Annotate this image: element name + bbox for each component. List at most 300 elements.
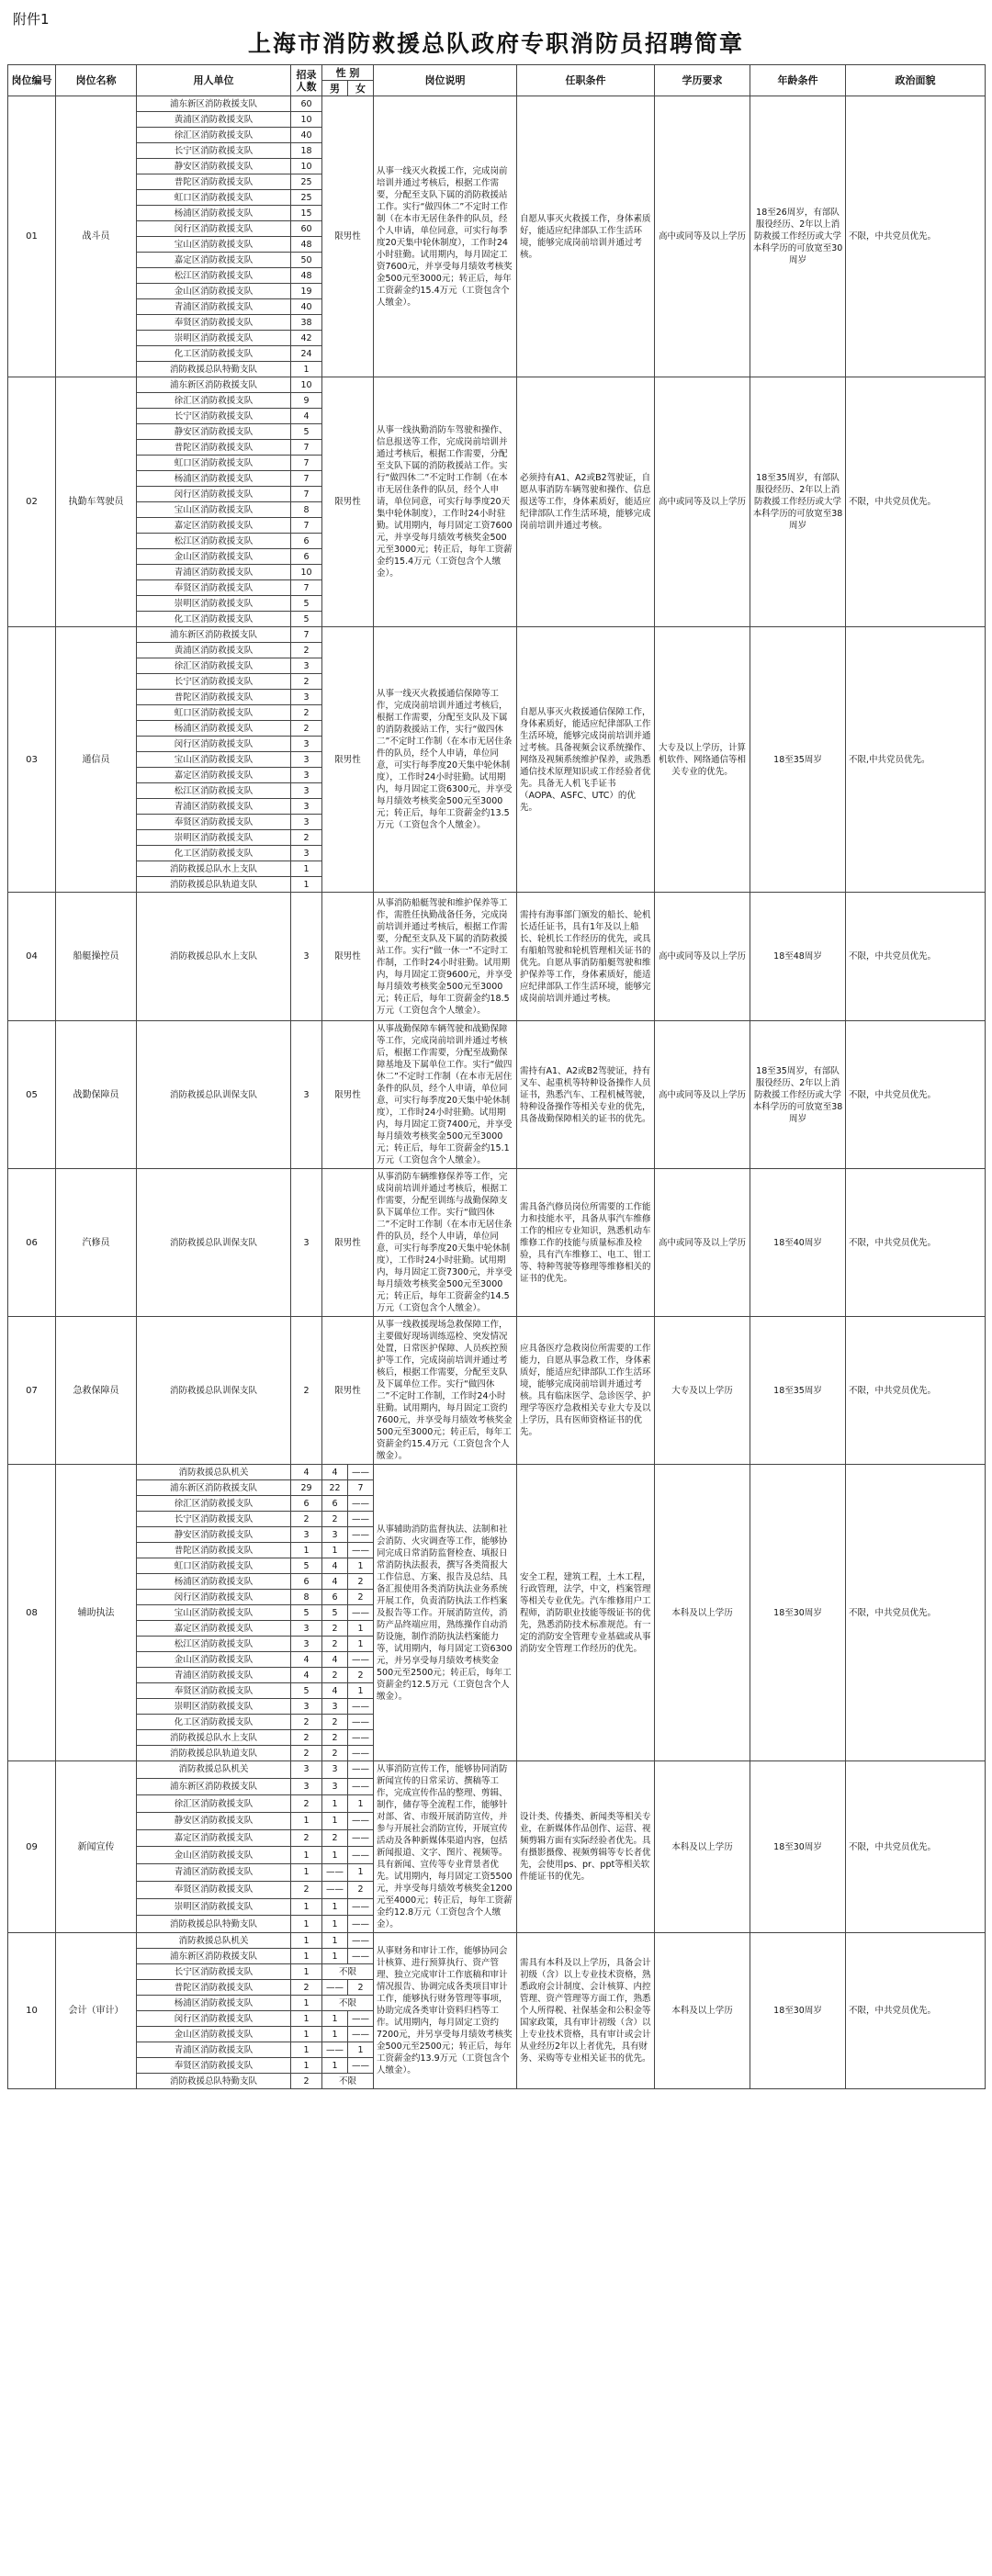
hire-count: 6 [291, 534, 322, 549]
employer-unit: 普陀区消防救援支队 [137, 174, 291, 190]
position-description: 从事消防宣传工作，能够协同消防新闻宣传的日常采访、撰稿等工作，完成宣传作品的整理、剪辑、制作，储存等全流程工作，能够针对部、省、市级开展消防宣传，并参与开展社会消防宣传，开展宣传活动及各种新媒体渠道内容，包括新闻报道、文字、图片、视频等。具有新闻、宣传等专业背景者优先。试用期内，每月固定工资5500元，并享受每月绩效考核奖金1200元至4000元；转正后，每年工资薪金约12.8万元（工资包含个人缴金）。 [374, 1761, 517, 1933]
hire-count: 3 [291, 737, 322, 752]
attachment-label: 附件1 [13, 11, 50, 28]
female-count: 1 [348, 1637, 374, 1652]
hire-count: 6 [291, 1574, 322, 1590]
employer-unit: 闵行区消防救援支队 [137, 2011, 291, 2027]
header-male: 男 [322, 81, 348, 96]
hire-count: 1 [291, 1916, 322, 1933]
employer-unit: 杨浦区消防救援支队 [137, 206, 291, 221]
employer-unit: 消防救援总队特勤支队 [137, 362, 291, 377]
male-count: 3 [322, 1761, 348, 1779]
male-count: —— [322, 1864, 348, 1882]
education-requirement: 高中或同等及以上学历 [655, 1169, 750, 1317]
age-requirement: 18至48周岁 [750, 893, 846, 1021]
header-code: 岗位编号 [8, 65, 56, 96]
employer-unit: 嘉定区消防救援支队 [137, 1621, 291, 1637]
female-count: —— [348, 2011, 374, 2027]
page-title: 上海市消防救援总队政府专职消防员招聘简章 [247, 30, 744, 57]
header-name: 岗位名称 [56, 65, 137, 96]
female-count: —— [348, 1847, 374, 1864]
hire-count: 3 [291, 1761, 322, 1779]
male-count: 1 [322, 1847, 348, 1864]
hire-count: 2 [291, 1317, 322, 1465]
position-code: 06 [8, 1169, 56, 1317]
employer-unit: 金山区消防救援支队 [137, 1652, 291, 1668]
employer-unit: 浦东新区消防救援支队 [137, 377, 291, 393]
age-requirement: 18至30周岁 [750, 1933, 846, 2089]
hire-count: 2 [291, 1715, 322, 1730]
employer-unit: 奉贤区消防救援支队 [137, 815, 291, 830]
employer-unit: 崇明区消防救援支队 [137, 830, 291, 846]
gender-requirement: 限男性 [322, 893, 374, 1021]
female-count: —— [348, 1543, 374, 1558]
female-count: 1 [348, 1864, 374, 1882]
job-requirements: 需持有海事部门颁发的船长、轮机长适任证书，具有1年及以上船长、轮机长工作经历的优先，或具有船舶驾驶和轮机管理相关证书的优先。自愿从事消防船艇驾驶和维护保养等工作，身体素质好，能适应纪律部队工作生活环境，能够完成岗前培训并通过考核。 [517, 893, 655, 1021]
male-count: 2 [322, 1829, 348, 1847]
employer-unit: 徐汇区消防救援支队 [137, 393, 291, 409]
hire-count: 7 [291, 471, 322, 487]
employer-unit: 青浦区消防救援支队 [137, 299, 291, 315]
position-description: 从事一线灭火救援工作，完成岗前培训并通过考核后，根据工作需要，分配至支队下属的消防救援站工作。实行“做四休二”不定时工作制（在本市无居住条件的队员，经个人申请，单位同意，可实行每季度20天集中轮休制度），工作时24小时驻勤。试用期内，每月固定工资7600元，并享受每月绩效考核奖金500元至3000元；转正后，每年工资薪金约15.4万元（工资包含个人缴金）。 [374, 96, 517, 377]
employer-unit: 普陀区消防救援支队 [137, 1543, 291, 1558]
political-status: 不限,中共党员优先。 [846, 627, 986, 893]
employer-unit: 徐汇区消防救援支队 [137, 658, 291, 674]
employer-unit: 浦东新区消防救援支队 [137, 1778, 291, 1795]
employer-unit: 金山区消防救援支队 [137, 284, 291, 299]
table-row [8, 96, 986, 112]
position-code: 03 [8, 627, 56, 893]
hire-count: 3 [291, 690, 322, 705]
employer-unit: 普陀区消防救援支队 [137, 440, 291, 456]
hire-count: 3 [291, 815, 322, 830]
male-count: —— [322, 1881, 348, 1898]
job-requirements: 设计类、传播类、新闻类等相关专业，在新媒体作品创作、运营、视频剪辑方面有实际经验者优先。具有摄影摄像、视频剪辑等专长者优先，会使用ps、pr、ppt等相关软件能证书的优先。 [517, 1761, 655, 1933]
hire-count: 48 [291, 268, 322, 284]
employer-unit: 杨浦区消防救援支队 [137, 721, 291, 737]
male-count: 2 [322, 1668, 348, 1683]
table-body [8, 96, 986, 2089]
political-status: 不限，中共党员优先。 [846, 377, 986, 627]
political-status: 不限，中共党员优先。 [846, 1169, 986, 1317]
hire-count: 1 [291, 1813, 322, 1830]
employer-unit: 宝山区消防救援支队 [137, 502, 291, 518]
female-count: —— [348, 1605, 374, 1621]
position-name: 通信员 [56, 627, 137, 893]
male-count: 5 [322, 1605, 348, 1621]
male-count: 1 [322, 2011, 348, 2027]
employer-unit: 消防救援总队特勤支队 [137, 1916, 291, 1933]
employer-unit: 化工区消防救援支队 [137, 1715, 291, 1730]
hire-count: 18 [291, 143, 322, 159]
hire-count: 7 [291, 456, 322, 471]
male-count: 6 [322, 1590, 348, 1605]
position-description: 从事辅助消防监督执法、法制和社会消防、火灾调查等工作，能够协同完成日常消防监督检查、填报日常消防执法报表，撰写各类简报大工作信息、方案、报告及总结、具备汇报使用各类消防执法业务系统开展工作，负责消防执法工作档案及报告等工作。开展消防宣传，消防产品终端应用，熟练操作自动消防设施，制作消防执法档案能力等，试用期内，每月固定工资6300元，并另享受每月绩效考核奖金500元至2500元；转正后，每年工资薪金约12.5万元（工资包含个人缴金）。 [374, 1465, 517, 1761]
male-count: 3 [322, 1527, 348, 1543]
table-row [8, 893, 986, 1021]
male-count: 4 [322, 1465, 348, 1480]
employer-unit: 松江区消防救援支队 [137, 534, 291, 549]
hire-count: 7 [291, 440, 322, 456]
hire-count: 3 [291, 1169, 322, 1317]
hire-count: 2 [291, 1829, 322, 1847]
age-requirement: 18至35周岁，有部队服役经历、2年以上消防救援工作经历或大学本科学历的可放宽至38周岁 [750, 377, 846, 627]
employer-unit: 消防救援总队训保支队 [137, 1169, 291, 1317]
male-count: 3 [322, 1778, 348, 1795]
hire-count: 1 [291, 2042, 322, 2058]
age-requirement: 18至35周岁 [750, 627, 846, 893]
position-name: 新闻宣传 [56, 1761, 137, 1933]
hire-count: 1 [291, 1543, 322, 1558]
position-name: 辅助执法 [56, 1465, 137, 1761]
male-count: 4 [322, 1574, 348, 1590]
hire-count: 40 [291, 299, 322, 315]
hire-count: 1 [291, 2058, 322, 2074]
job-requirements: 必须持有A1、A2或B2驾驶证，自愿从事消防车辆驾驶和操作、信息报送等工作，身体素质好，能适应纪律部队工作生活环境，能够完成岗前培训并通过考核。 [517, 377, 655, 627]
age-requirement: 18至30周岁 [750, 1761, 846, 1933]
hire-count: 60 [291, 96, 322, 112]
employer-unit: 浦东新区消防救援支队 [137, 96, 291, 112]
job-requirements: 安全工程，建筑工程，土木工程，行政管理，法学，中文，档案管理等相关专业优先。汽车维修用户工程师，消防职业技能等级证书的优先，熟悉消防技术标准规范。有一定的消防安全管理专业基础或从事消防安全管理工作经历的优先。 [517, 1465, 655, 1761]
employer-unit: 虹口区消防救援支队 [137, 1558, 291, 1574]
position-name: 船艇操控员 [56, 893, 137, 1021]
male-count: 2 [322, 1621, 348, 1637]
female-count: 2 [348, 1590, 374, 1605]
gender-any: 不限 [322, 2074, 374, 2089]
female-count: 1 [348, 1558, 374, 1574]
header-req: 任职条件 [517, 65, 655, 96]
age-requirement: 18至26周岁，有部队服役经历、2年以上消防救援工作经历或大学本科学历的可放宽至30周岁 [750, 96, 846, 377]
employer-unit: 消防救援总队特勤支队 [137, 2074, 291, 2089]
header-gender: 性 别 [322, 65, 374, 81]
employer-unit: 消防救援总队轨道支队 [137, 1746, 291, 1761]
employer-unit: 消防救援总队水上支队 [137, 1730, 291, 1746]
hire-count: 1 [291, 1898, 322, 1916]
position-description: 从事一线救援现场急救保障工作，主要做好现场训练巡检、突发情况处置，日常医护保障、人员疾控预护等工作，完成岗前培训并通过考核后，根据工作需要，分配至支队及下属单位工作。实行“做四休二”不定时工作制，工作时24小时驻勤。试用期内，每月固定工资约7600元，并享受每月绩效考核奖金500元至3000元；转正后，每年工资薪金约15.4万元（工资包含个人缴金）。 [374, 1317, 517, 1465]
employer-unit: 普陀区消防救援支队 [137, 690, 291, 705]
hire-count: 10 [291, 159, 322, 174]
gender-requirement: 限男性 [322, 1317, 374, 1465]
gender-requirement: 限男性 [322, 627, 374, 893]
employer-unit: 崇明区消防救援支队 [137, 596, 291, 612]
header-age: 年龄条件 [750, 65, 846, 96]
position-description: 从事财务和审计工作，能够协同会计核算、进行预算执行、资产管理、独立完成审计工作底稿和审计情况报告、协调完成各类项目审计工作，能够执行财务管理等事项，协助完成各类审计资料归档等工作。试用期内，每月固定工资约7200元，并另享受每月绩效考核奖金500元至2500元；转正后，每年工资薪金约13.9万元（工资包含个人缴金）。 [374, 1933, 517, 2089]
employer-unit: 奉贤区消防救援支队 [137, 580, 291, 596]
position-description: 从事消防船艇驾驶和维护保养等工作，需胜任执勤战备任务，完成岗前培训并通过考核后，根据工作需要，分配至支队及下属的消防救援站工作。实行“做一休一”不定时工作制，工作时24小时驻勤。试用期内，每月固定工资9600元，并享受每月绩效考核奖金500元至3000元；转正后，每年工资薪金约18.5万元（工资包含个人缴金）。 [374, 893, 517, 1021]
hire-count: 4 [291, 409, 322, 424]
hire-count: 3 [291, 1699, 322, 1715]
employer-unit: 崇明区消防救援支队 [137, 1898, 291, 1916]
employer-unit: 宝山区消防救援支队 [137, 237, 291, 253]
hire-count: 2 [291, 674, 322, 690]
job-requirements: 需具备汽修员岗位所需要的工作能力和技能水平，具备从事汽车维修工作的相应专业知识，熟悉机动车维修工作的技能与质量标准及检验，具有汽车维修工、电工、钳工等、特种驾驶等修理等维修相关的证书的优先。 [517, 1169, 655, 1317]
employer-unit: 闵行区消防救援支队 [137, 737, 291, 752]
hire-count: 19 [291, 284, 322, 299]
female-count: —— [348, 2027, 374, 2042]
employer-unit: 静安区消防救援支队 [137, 159, 291, 174]
hire-count: 1 [291, 1847, 322, 1864]
hire-count: 1 [291, 1933, 322, 1949]
position-name: 汽修员 [56, 1169, 137, 1317]
employer-unit: 宝山区消防救援支队 [137, 752, 291, 768]
hire-count: 25 [291, 190, 322, 206]
employer-unit: 崇明区消防救援支队 [137, 1699, 291, 1715]
position-code: 08 [8, 1465, 56, 1761]
employer-unit: 化工区消防救援支队 [137, 846, 291, 861]
education-requirement: 高中或同等及以上学历 [655, 1021, 750, 1169]
employer-unit: 长宁区消防救援支队 [137, 409, 291, 424]
position-code: 02 [8, 377, 56, 627]
male-count: 2 [322, 1730, 348, 1746]
female-count: —— [348, 1813, 374, 1830]
hire-count: 6 [291, 549, 322, 565]
female-count: 2 [348, 1574, 374, 1590]
female-count: —— [348, 1746, 374, 1761]
male-count: 2 [322, 1512, 348, 1527]
hire-count: 6 [291, 1496, 322, 1512]
hire-count: 1 [291, 1949, 322, 1964]
male-count: 4 [322, 1652, 348, 1668]
hire-count: 4 [291, 1668, 322, 1683]
hire-count: 5 [291, 596, 322, 612]
employer-unit: 青浦区消防救援支队 [137, 1864, 291, 1882]
table-row [8, 377, 986, 393]
hire-count: 3 [291, 1527, 322, 1543]
position-name: 执勤车驾驶员 [56, 377, 137, 627]
political-status: 不限，中共党员优先。 [846, 1021, 986, 1169]
political-status: 不限，中共党员优先。 [846, 893, 986, 1021]
education-requirement: 本科及以上学历 [655, 1465, 750, 1761]
employer-unit: 杨浦区消防救援支队 [137, 1574, 291, 1590]
political-status: 不限，中共党员优先。 [846, 1761, 986, 1933]
male-count: 1 [322, 1543, 348, 1558]
employer-unit: 青浦区消防救援支队 [137, 799, 291, 815]
employer-unit: 浦东新区消防救援支队 [137, 1949, 291, 1964]
hire-count: 38 [291, 315, 322, 331]
employer-unit: 消防救援总队训保支队 [137, 1021, 291, 1169]
position-name: 战勤保障员 [56, 1021, 137, 1169]
political-status: 不限，中共党员优先。 [846, 1317, 986, 1465]
hire-count: 1 [291, 877, 322, 893]
hire-count: 2 [291, 1881, 322, 1898]
male-count: 22 [322, 1480, 348, 1496]
hire-count: 5 [291, 424, 322, 440]
employer-unit: 静安区消防救援支队 [137, 1527, 291, 1543]
employer-unit: 消防救援总队机关 [137, 1933, 291, 1949]
employer-unit: 奉贤区消防救援支队 [137, 2058, 291, 2074]
employer-unit: 闵行区消防救援支队 [137, 487, 291, 502]
hire-count: 7 [291, 518, 322, 534]
female-count: 1 [348, 1795, 374, 1813]
hire-count: 3 [291, 768, 322, 783]
employer-unit: 消防救援总队机关 [137, 1465, 291, 1480]
employer-unit: 奉贤区消防救援支队 [137, 1683, 291, 1699]
gender-any: 不限 [322, 1964, 374, 1980]
employer-unit: 嘉定区消防救援支队 [137, 253, 291, 268]
political-status: 不限，中共党员优先。 [846, 96, 986, 377]
employer-unit: 消防救援总队水上支队 [137, 861, 291, 877]
hire-count: 5 [291, 1605, 322, 1621]
female-count: —— [348, 1465, 374, 1480]
hire-count: 7 [291, 580, 322, 596]
position-description: 从事一线灭火救援通信保障等工作，完成岗前培训并通过考核后，根据工作需要，分配至支队及下属的消防救援站工作，实行“做四休二”不定时工作制（在本市无居住条件的队员，经个人申请，单位同意，可实行每季度20天集中轮休制度），工作时24小时驻勤。试用期内，每月固定工资6300元，并享受每月绩效考核奖金500元至3000元；转正后，每年工资薪金约13.5万元（工资包含个人缴金）。 [374, 627, 517, 893]
hire-count: 2 [291, 830, 322, 846]
hire-count: 2 [291, 1746, 322, 1761]
political-status: 不限，中共党员优先。 [846, 1465, 986, 1761]
hire-count: 4 [291, 1465, 322, 1480]
education-requirement: 大专及以上学历，计算机软件、网络通信等相关专业的优先。 [655, 627, 750, 893]
table-row [8, 1761, 986, 1779]
employer-unit: 化工区消防救援支队 [137, 346, 291, 362]
age-requirement: 18至30周岁 [750, 1465, 846, 1761]
female-count: —— [348, 1933, 374, 1949]
employer-unit: 消防救援总队机关 [137, 1761, 291, 1779]
gender-requirement: 限男性 [322, 1021, 374, 1169]
male-count: 2 [322, 1746, 348, 1761]
position-name: 战斗员 [56, 96, 137, 377]
hire-count: 29 [291, 1480, 322, 1496]
hire-count: 1 [291, 1996, 322, 2011]
female-count: —— [348, 1761, 374, 1779]
hire-count: 25 [291, 174, 322, 190]
male-count: 2 [322, 1715, 348, 1730]
male-count: 6 [322, 1496, 348, 1512]
employer-unit: 金山区消防救援支队 [137, 2027, 291, 2042]
position-code: 04 [8, 893, 56, 1021]
female-count: 7 [348, 1480, 374, 1496]
employer-unit: 消防救援总队水上支队 [137, 893, 291, 1021]
hire-count: 5 [291, 1558, 322, 1574]
education-requirement: 高中或同等及以上学历 [655, 377, 750, 627]
employer-unit: 松江区消防救援支队 [137, 1637, 291, 1652]
male-count: 1 [322, 1933, 348, 1949]
job-requirements: 应具备医疗急救岗位所需要的工作能力，自愿从事急救工作，身体素质好，能适应纪律部队工作生活环境，能够完成岗前培训并通过考核。具有临床医学、急诊医学、护理学等医疗急救相关专业大专及以上学历，具有医师资格证书的优先。 [517, 1317, 655, 1465]
male-count: 1 [322, 1795, 348, 1813]
hire-count: 3 [291, 752, 322, 768]
position-code: 05 [8, 1021, 56, 1169]
hire-count: 1 [291, 2011, 322, 2027]
hire-count: 2 [291, 1512, 322, 1527]
female-count: 2 [348, 1668, 374, 1683]
employer-unit: 嘉定区消防救援支队 [137, 1829, 291, 1847]
employer-unit: 崇明区消防救援支队 [137, 331, 291, 346]
hire-count: 1 [291, 1964, 322, 1980]
hire-count: 10 [291, 565, 322, 580]
job-requirements: 自愿从事灭火救援工作，身体素质好，能适应纪律部队工作生活环境，能够完成岗前培训并通过考核。 [517, 96, 655, 377]
hire-count: 3 [291, 1637, 322, 1652]
female-count: 2 [348, 1980, 374, 1996]
hire-count: 8 [291, 502, 322, 518]
female-count: —— [348, 1778, 374, 1795]
gender-requirement: 限男性 [322, 377, 374, 627]
education-requirement: 本科及以上学历 [655, 1933, 750, 2089]
female-count: —— [348, 1652, 374, 1668]
employer-unit: 杨浦区消防救援支队 [137, 471, 291, 487]
hire-count: 3 [291, 1021, 322, 1169]
employer-unit: 虹口区消防救援支队 [137, 456, 291, 471]
table-row [8, 1465, 986, 1480]
employer-unit: 闵行区消防救援支队 [137, 221, 291, 237]
position-code: 01 [8, 96, 56, 377]
table-row [8, 1169, 986, 1317]
hire-count: 1 [291, 1864, 322, 1882]
male-count: 4 [322, 1558, 348, 1574]
employer-unit: 静安区消防救援支队 [137, 1813, 291, 1830]
male-count: 1 [322, 1916, 348, 1933]
gender-requirement: 限男性 [322, 1169, 374, 1317]
position-description: 从事战勤保障车辆驾驶和战勤保障等工作，完成岗前培训并通过考核后，根据工作需要，分配至战勤保障基地及下属单位工作。实行“做四休二”不定时工作制（在本市无居住条件的队员，经个人申请，单位同意，可实行每季度20天集中轮休制度），工作时24小时驻勤。试用期内，每月固定工资7400元，并享受每月绩效考核奖金500元至3000元；转正后，每年工资薪金约15.1万元（工资包含个人缴金）。 [374, 1021, 517, 1169]
male-count: 1 [322, 1813, 348, 1830]
table-row [8, 1021, 986, 1169]
male-count: 4 [322, 1683, 348, 1699]
position-description: 从事消防车辆维修保养等工作，完成岗前培训并通过考核后，根据工作需要，分配至训练与战勤保障支队下属单位工作。实行“做四休二”不定时工作制（在本市无居住条件的队员，经个人申请，单位同意，可实行每季度20天集中轮休制度），工作时24小时驻勤。试用期内，每月固定工资7300元，并享受每月绩效考核奖金500元至3000元；转正后，每年工资薪金约14.5万元（工资包含个人缴金）。 [374, 1169, 517, 1317]
header-unit: 用人单位 [137, 65, 291, 96]
gender-any: 不限 [322, 1996, 374, 2011]
employer-unit: 青浦区消防救援支队 [137, 565, 291, 580]
employer-unit: 虹口区消防救援支队 [137, 705, 291, 721]
header-count: 招录人数 [291, 65, 322, 96]
employer-unit: 奉贤区消防救援支队 [137, 315, 291, 331]
hire-count: 1 [291, 861, 322, 877]
female-count: —— [348, 1898, 374, 1916]
hire-count: 1 [291, 2027, 322, 2042]
male-count: —— [322, 1980, 348, 1996]
hire-count: 3 [291, 1621, 322, 1637]
hire-count: 3 [291, 846, 322, 861]
employer-unit: 长宁区消防救援支队 [137, 674, 291, 690]
employer-unit: 徐汇区消防救援支队 [137, 128, 291, 143]
age-requirement: 18至40周岁 [750, 1169, 846, 1317]
hire-count: 9 [291, 393, 322, 409]
hire-count: 3 [291, 658, 322, 674]
employer-unit: 长宁区消防救援支队 [137, 1512, 291, 1527]
employer-unit: 消防救援总队训保支队 [137, 1317, 291, 1465]
employer-unit: 奉贤区消防救援支队 [137, 1881, 291, 1898]
table-row [8, 627, 986, 643]
hire-count: 2 [291, 643, 322, 658]
hire-count: 2 [291, 1730, 322, 1746]
age-requirement: 18至35周岁，有部队服役经历、2年以上消防救援工作经历或大学本科学历的可放宽至38周岁 [750, 1021, 846, 1169]
male-count: 3 [322, 1699, 348, 1715]
position-name: 急救保障员 [56, 1317, 137, 1465]
employer-unit: 化工区消防救援支队 [137, 612, 291, 627]
job-requirements: 需具有本科及以上学历，具备会计初级（含）以上专业技术资格，熟悉政府会计制度、会计核算、内控管理、资产管理等方面工作，熟悉个人所得税、社保基金和公积金等国家政策，具有审计初级（含）以上专业技术资格，具有审计或会计从业经历2年以上者优先，具有财务、采购等专业相关证书的优先。 [517, 1933, 655, 2089]
male-count: 2 [322, 1637, 348, 1652]
education-requirement: 大专及以上学历 [655, 1317, 750, 1465]
male-count: 1 [322, 2027, 348, 2042]
hire-count: 10 [291, 112, 322, 128]
female-count: —— [348, 1949, 374, 1964]
political-status: 不限，中共党员优先。 [846, 1933, 986, 2089]
employer-unit: 嘉定区消防救援支队 [137, 768, 291, 783]
female-count: 1 [348, 2042, 374, 2058]
hire-count: 2 [291, 1795, 322, 1813]
recruitment-table [7, 64, 986, 2089]
employer-unit: 松江区消防救援支队 [137, 268, 291, 284]
employer-unit: 闵行区消防救援支队 [137, 1590, 291, 1605]
employer-unit: 浦东新区消防救援支队 [137, 1480, 291, 1496]
male-count: —— [322, 2042, 348, 2058]
header-female: 女 [348, 81, 374, 96]
hire-count: 2 [291, 721, 322, 737]
gender-requirement: 限男性 [322, 96, 374, 377]
male-count: 1 [322, 2058, 348, 2074]
male-count: 1 [322, 1898, 348, 1916]
employer-unit: 浦东新区消防救援支队 [137, 627, 291, 643]
employer-unit: 金山区消防救援支队 [137, 1847, 291, 1864]
education-requirement: 本科及以上学历 [655, 1761, 750, 1933]
hire-count: 3 [291, 783, 322, 799]
